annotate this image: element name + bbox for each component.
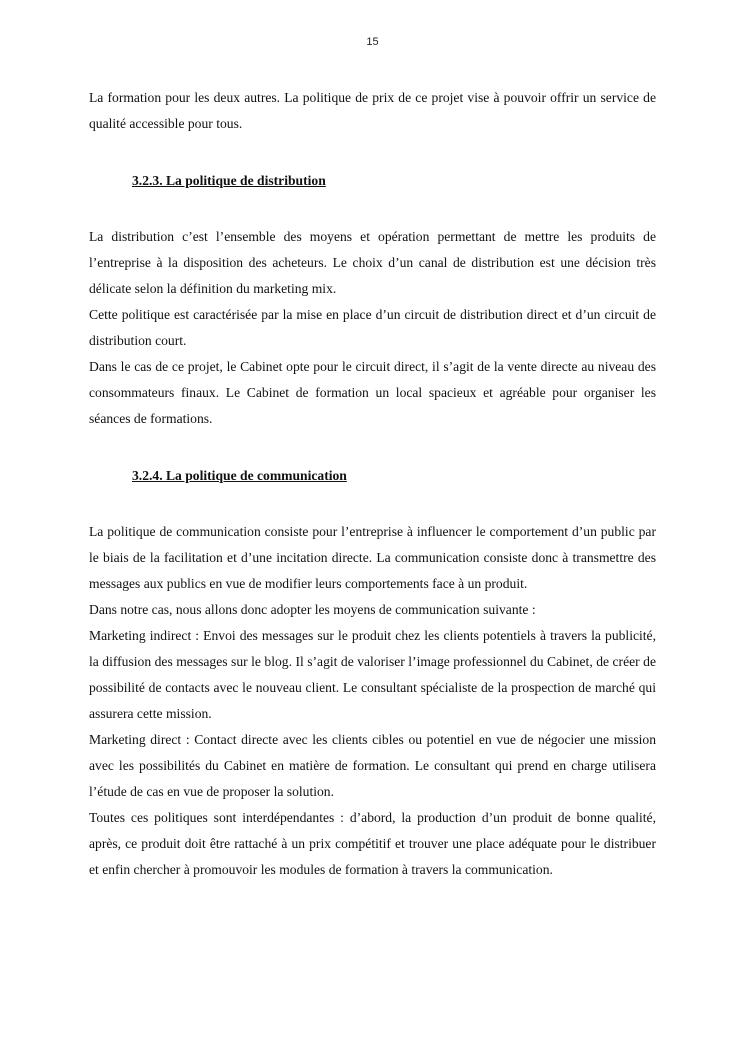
section-heading-communication: [89, 463, 656, 489]
distribution-paragraph: Cette politique est caractérisée par la mise en place d’un circuit de distribution direct et d’un circuit de distribution court.: [89, 307, 656, 348]
distribution-paragraph: La distribution c’est l’ensemble des moyens et opération permettant de mettre les produits de l’entreprise à la disposition des acheteurs. Le choix d’un canal de distribution est une décision très délicate selon la définition du marketing mix.: [89, 229, 656, 296]
communication-paragraph: La politique de communication consiste pour l’entreprise à influencer le comportement d’un public par le biais de la facilitation et d’une incitation directe. La communication consiste donc à transmettre des messages aux publics en vue de modifier leurs comportements face à un produit.: [89, 524, 656, 591]
communication-paragraph: Dans notre cas, nous allons donc adopter les moyens de communication suivante :: [89, 602, 536, 617]
distribution-paragraph: Dans le cas de ce projet, le Cabinet opte pour le circuit direct, il s’agit de la vente directe au niveau des consommateurs finaux. Le Cabinet de formation un local spacieux et agréable pour organiser les séances de formations.: [89, 359, 656, 426]
communication-paragraph: Toutes ces politiques sont interdépendantes : d’abord, la production d’un produit de bonne qualité, après, ce produit doit être rattaché à un prix compétitif et trouver une place adéquate pour le distribuer et enfin chercher à promouvoir les modules de formation à travers la communication.: [89, 810, 656, 877]
intro-paragraph: La formation pour les deux autres. La politique de prix de ce projet vise à pouvoir offrir un service de qualité accessible pour tous.: [89, 90, 656, 131]
communication-paragraph: Marketing direct : Contact directe avec les clients cibles ou potentiel en vue de négocier une mission avec les possibilités du Cabinet en matière de formation. Le consultant qui prend en charge utilisera l’étude de cas en vue de proposer la solution.: [89, 732, 656, 799]
page-number: 15: [366, 36, 379, 48]
section-heading-communication-text: 3.2.4. La politique de communication: [132, 468, 347, 483]
communication-paragraph: Marketing indirect : Envoi des messages sur le produit chez les clients potentiels à travers la publicité, la diffusion des messages sur le blog. Il s’agit de valoriser l’image professionnel du Cabinet, de créer de possibilité de contacts avec le nouveau client. Le consultant spécialiste de la prospection de marché qui assurera cette mission.: [89, 628, 656, 721]
section-heading-distribution-text: 3.2.3. La politique de distribution: [132, 173, 326, 188]
page-content: [89, 85, 656, 883]
section-heading-distribution: [89, 168, 656, 194]
